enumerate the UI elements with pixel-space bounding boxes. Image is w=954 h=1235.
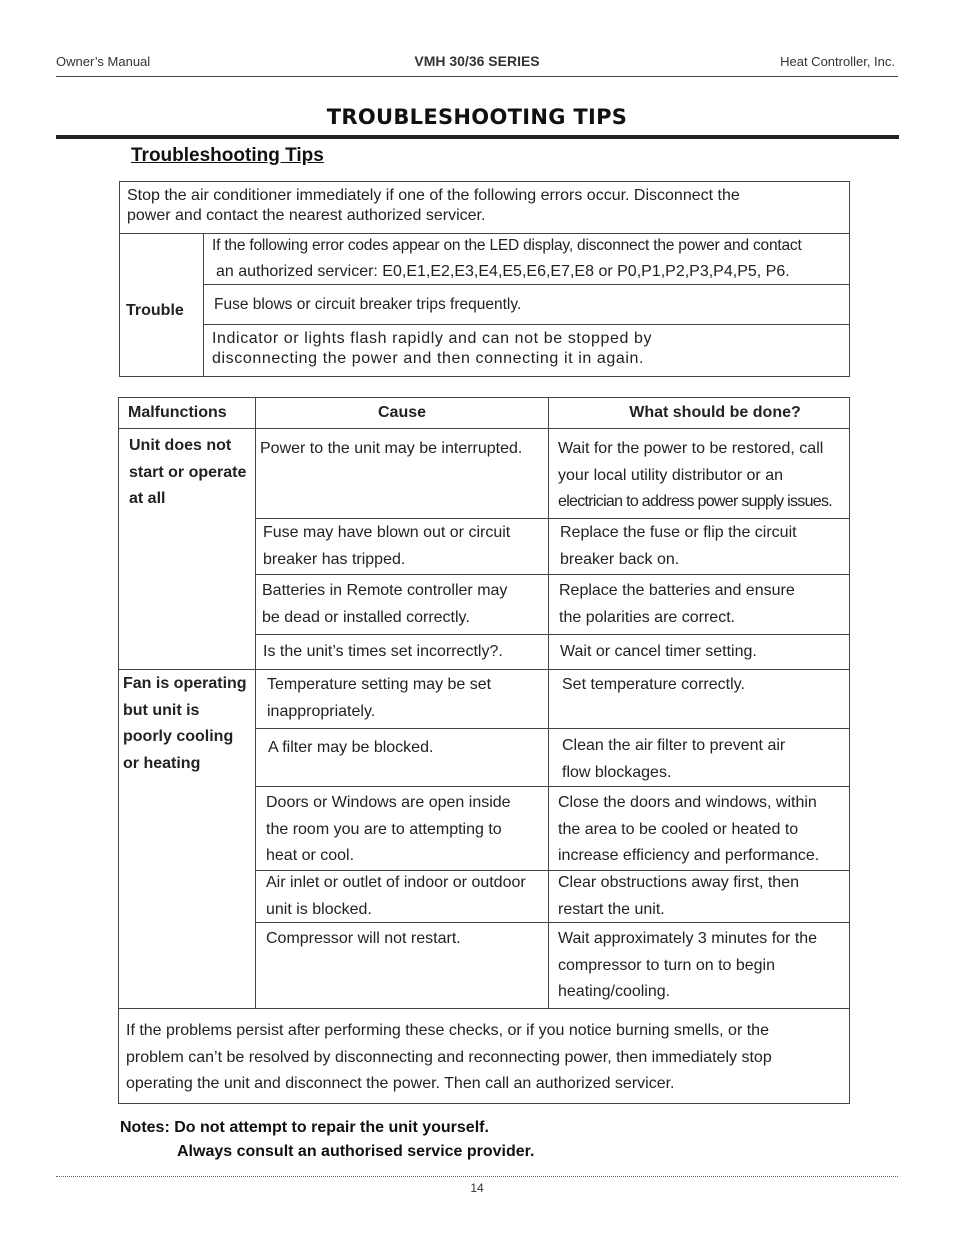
action-line: flow blockages. [562,763,672,781]
action-line: Replace the fuse or flip the circuit [560,524,797,541]
trouble-label: Trouble [126,302,184,319]
malfunction-label-line: start or operate [129,463,247,481]
action-line: Clean the air filter to prevent air [562,737,786,754]
header-left-text: Owner’s Manual [56,54,151,69]
cause-line: Is the unit’s times set incorrectly?. [263,643,503,660]
action-cell [558,926,817,1006]
cause-cell [260,436,522,463]
action-cell [562,672,745,699]
cause-cell [266,870,526,923]
header-cause: Cause [377,404,427,421]
table-row-divider [255,634,850,635]
action-line: breaker back on. [560,550,680,568]
notes [120,1116,534,1164]
action-line: restart the unit. [558,900,665,918]
action-line: heating/cooling. [558,983,671,1000]
section-subtitle: Troubleshooting Tips [131,145,324,166]
cause-line: Fuse may have blown out or circuit [263,524,511,541]
action-line: Close the doors and windows, within [558,794,817,811]
table-group-divider [118,669,850,670]
cause-cell [266,926,461,953]
action-line: increase efficiency and performance. [558,847,820,864]
table-row-divider [255,786,850,787]
cause-line: the room you are to attempting to [266,820,502,838]
action-line: the area to be cooled or heated to [558,820,799,838]
header-rule [56,76,898,77]
cause-cell [267,672,491,725]
cause-cell [263,520,510,573]
warning-intro-line2: power and contact the nearest authorized servicer. [127,207,486,224]
action-line: your local utility distributor or an [558,466,783,484]
header-action: What should be done? [629,404,801,421]
action-line: Clear obstructions away first, then [558,874,799,891]
table-row-divider [255,518,850,519]
warning-box-divider [119,233,850,234]
cause-cell [266,790,511,870]
notes-line2: Always consult an authorised service provider. [177,1143,535,1160]
footer-line: operating the unit and disconnect the power. Then call an authorized servicer. [126,1075,675,1092]
cause-line: Batteries in Remote controller may [262,582,508,599]
trouble-item-error-codes-line2: an authorized servicer: E0,E1,E2,E3,E4,E5,E6,E7,E8 or P0,P1,P2,P3,P4,P5, P6. [216,263,790,280]
title-underline-bar [56,135,899,139]
action-cell [560,639,757,666]
warning-box-column-divider [203,233,204,377]
trouble-item-indicator-line1: Indicator or lights flash rapidly and can not be stopped by [212,330,653,347]
notes-line1: Notes: Do not attempt to repair the unit yourself. [120,1119,489,1136]
trouble-item-fuse: Fuse blows or circuit breaker trips frequently. [214,296,522,313]
table-footer-text [126,1018,772,1098]
cause-cell [263,639,503,666]
malfunction-label-line: or heating [123,754,201,772]
cause-line: Power to the unit may be interrupted. [260,440,523,457]
cause-line: A filter may be blocked. [268,739,434,756]
action-cell [558,790,819,870]
action-cell [558,870,799,923]
cause-line: inappropriately. [267,702,376,720]
warning-row-divider [203,324,850,325]
trouble-item-error-codes-line1: If the following error codes appear on the LED display, disconnect the power and contact [212,237,802,254]
cause-line: Air inlet or outlet of indoor or outdoor [266,874,526,891]
action-line: Wait or cancel timer setting. [560,643,757,660]
action-cell [559,578,795,631]
page-number: 14 [470,1181,484,1195]
malfunction-label-line: poorly cooling [123,728,234,745]
cause-cell [268,735,433,762]
action-cell [562,733,785,786]
malfunction-label-line: but unit is [123,701,200,719]
table-column-divider [548,397,549,1009]
malfunction-label-line: Unit does not [129,437,232,454]
action-line: the polarities are correct. [559,608,736,626]
header-series-title: VMH 30/36 SERIES [414,53,540,69]
footer-line: If the problems persist after performing these checks, or if you notice burning smells, or the [126,1022,769,1039]
malfunction-label-line: at all [129,490,166,507]
header-company: Heat Controller, Inc. [780,54,895,69]
table-header-divider [118,428,850,429]
cause-line: heat or cool. [266,847,355,864]
warning-row-divider [203,284,850,285]
cause-line: Doors or Windows are open inside [266,794,511,811]
table-row-divider [255,574,850,575]
header-malfunctions: Malfunctions [128,404,227,421]
footer-dotted-rule [56,1176,898,1177]
warning-intro-line1: Stop the air conditioner immediately if one of the following errors occur. Disconnect the [127,187,740,204]
table-column-divider [255,397,256,1009]
action-line: Wait approximately 3 minutes for the [558,930,818,947]
cause-line: breaker has tripped. [263,550,406,568]
action-cell [558,436,832,516]
trouble-item-indicator-line2: disconnecting the power and then connecting it in again. [212,350,645,367]
cause-line: unit is blocked. [266,900,372,918]
action-line: electrician to address power supply issues. [558,493,833,510]
action-line: Set temperature correctly. [562,676,745,693]
cause-line: Compressor will not restart. [266,930,461,947]
malfunction-label-line: Fan is operating [123,675,247,692]
table-row-divider [255,728,850,729]
action-cell [560,520,797,573]
action-line: Wait for the power to be restored, call [558,440,824,457]
action-line: compressor to turn on to begin [558,956,776,974]
cause-cell [262,578,507,631]
cause-line: Temperature setting may be set [267,676,492,693]
page-title: TROUBLESHOOTING TIPS [326,105,628,129]
footer-line: problem can’t be resolved by disconnecting and reconnecting power, then immediately stop [126,1048,772,1066]
table-footer-divider [118,1008,850,1009]
cause-line: be dead or installed correctly. [262,608,470,626]
action-line: Replace the batteries and ensure [559,582,795,599]
